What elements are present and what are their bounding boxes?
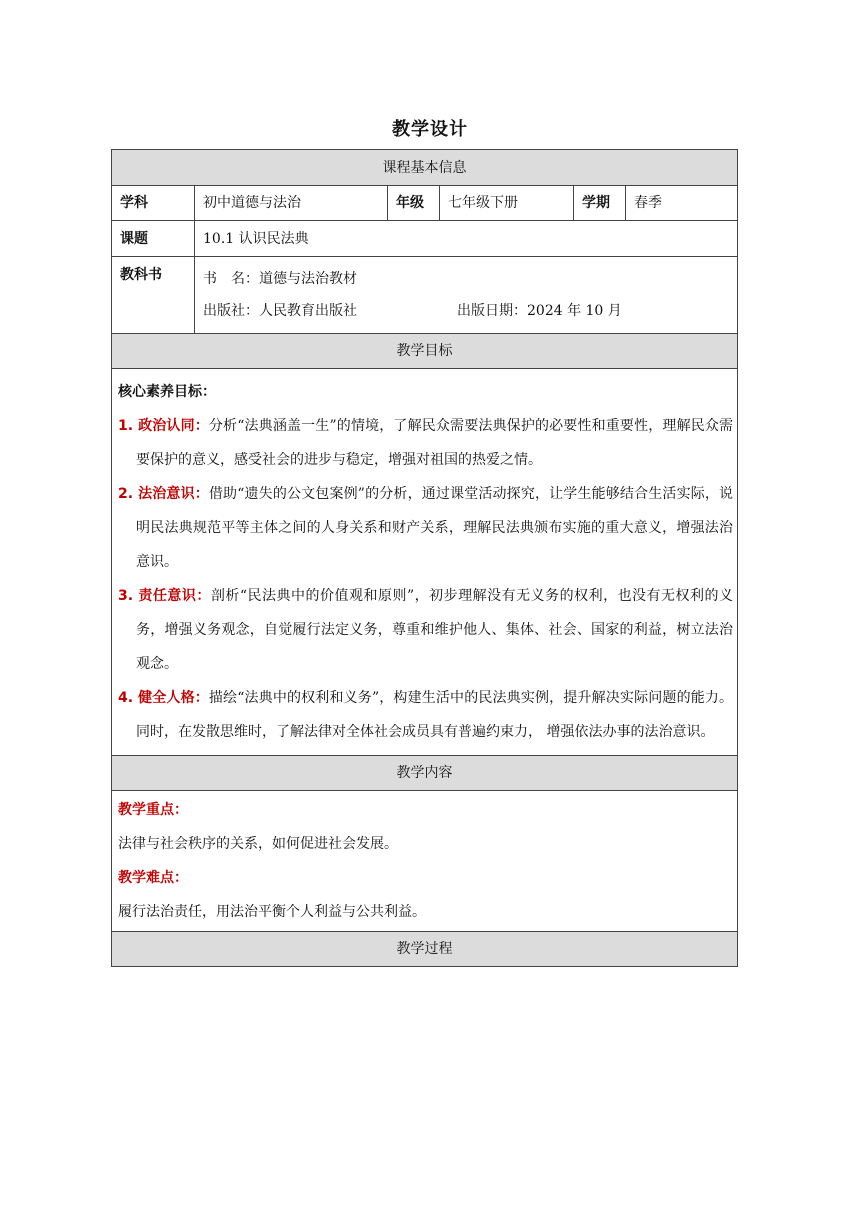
objective-item	[118, 681, 733, 749]
key-points-label: 教学重点：	[118, 802, 188, 818]
subject-value: 初中道德与法治	[195, 186, 388, 221]
objective-text: 借助“遗失的公文包案例”的分析，通过课堂活动探究，让学生能够结合生活实际，说明民法典规范平等主体之间的人身关系和财产关系，理解民法典颁布实施的重大意义，增强法治意识。	[136, 486, 734, 570]
objective-title: 2. 法治意识：	[118, 486, 209, 502]
objective-text: 剖析“民法典中的价值观和原则”，初步理解没有无义务的权利，也没有无权利的义务，增强义务观念，自觉履行法定义务，尊重和维护他人、集体、社会、国家的利益，树立法治观念。	[136, 588, 734, 672]
textbook-label: 教科书	[112, 257, 195, 334]
difficult-points-text: 履行法治责任，用法治平衡个人利益与公共利益。	[118, 904, 426, 920]
key-points-text: 法律与社会秩序的关系，如何促进社会发展。	[118, 836, 398, 852]
publish-date: 出版日期：2024 年 10 月	[457, 303, 622, 319]
objectives-cell	[112, 369, 738, 756]
term-value: 春季	[626, 186, 738, 221]
objectives-row	[112, 369, 738, 756]
grade-value: 七年级下册	[440, 186, 574, 221]
objective-item	[118, 409, 733, 477]
process-header: 教学过程	[112, 932, 738, 967]
core-literacy-heading: 核心素养目标：	[118, 384, 216, 400]
objective-item	[118, 477, 733, 579]
topic-label: 课题	[112, 221, 195, 257]
textbook-info	[195, 257, 738, 334]
objective-text: 描绘“法典中的权利和义务”，构建生活中的民法典实例，提升解决实际问题的能力。同时，在发散思维时，了解法律对全体社会成员具有普遍约束力， 增强依法办事的法治意识。	[136, 690, 734, 740]
objective-text: 分析“法典涵盖一生”的情境，了解民众需要法典保护的必要性和重要性，理解民众需要保护的意义，感受社会的进步与稳定，增强对祖国的热爱之情。	[136, 418, 734, 468]
page-title: 教学设计	[392, 119, 468, 140]
content-header-row	[112, 756, 738, 791]
objective-title: 1. 政治认同：	[118, 418, 209, 434]
topic-value: 10.1 认识民法典	[195, 221, 738, 257]
objective-title: 4. 健全人格：	[118, 690, 209, 706]
grade-label: 年级	[388, 186, 440, 221]
objectives-header: 教学目标	[112, 334, 738, 369]
textbook-row	[112, 257, 738, 334]
basic-info-header-row	[112, 150, 738, 186]
publisher-line	[203, 295, 729, 327]
basic-info-header: 课程基本信息	[112, 150, 738, 186]
publisher: 出版社：人民教育出版社	[203, 303, 357, 319]
topic-row	[112, 221, 738, 257]
objective-title: 3. 责任意识：	[118, 588, 211, 604]
objective-item	[118, 579, 733, 681]
content-header: 教学内容	[112, 756, 738, 791]
book-name: 书 名：道德与法治教材	[203, 271, 357, 287]
term-label: 学期	[574, 186, 626, 221]
difficult-points-label: 教学难点：	[118, 870, 188, 886]
content-row	[112, 791, 738, 932]
content-cell	[112, 791, 738, 932]
process-header-row	[112, 932, 738, 967]
objectives-header-row	[112, 334, 738, 369]
lesson-plan-table	[111, 149, 738, 967]
subject-row	[112, 186, 738, 221]
subject-label: 学科	[112, 186, 195, 221]
